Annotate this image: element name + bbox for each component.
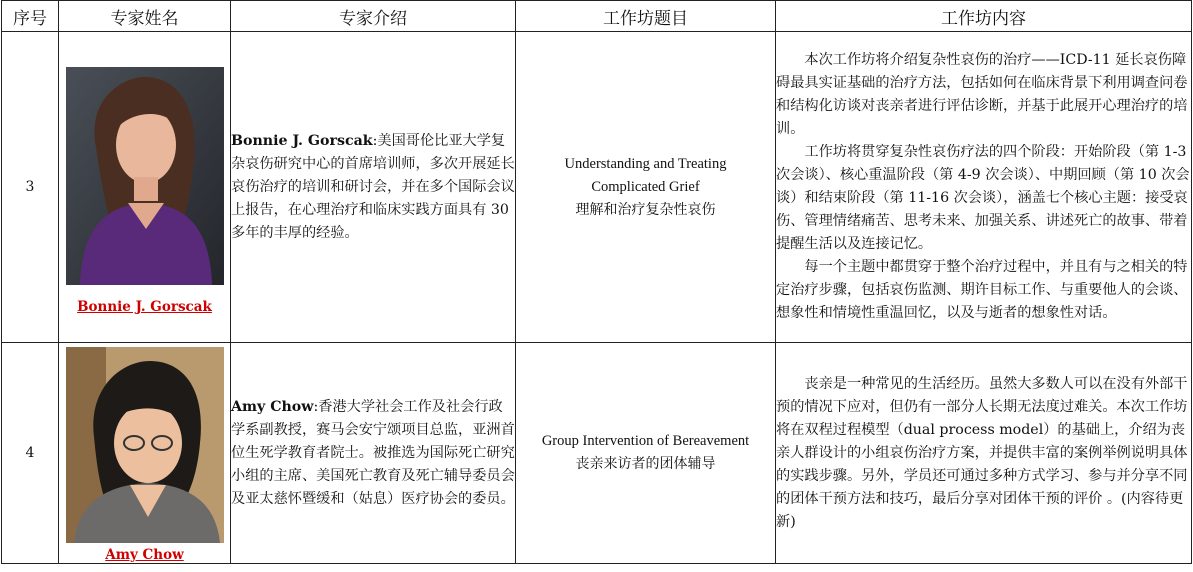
intro-text: :香港大学社会工作及社会行政学系副教授，赛马会安宁颂项目总监，亚洲首位生死学教育者院士。被推选为国际死亡研究小组的主席、美国死亡教育及死亡辅导委员会及亚太慈怀暨缓和（姑息）医疗协会的委员。 — [231, 398, 515, 507]
table-header-row — [2, 1, 1192, 32]
content-paragraph: 丧亲是一种常见的生活经历。虽然大多数人可以在没有外部干预的情况下应对，但仍有一部分人长期无法度过难关。本次工作坊将在双程过程模型（dual process model）的基础上，介绍为丧亲人群设计的小组哀伤治疗方案，并提供丰富的案例举例说明具体的实践步骤。另外，学员还可通过多种方式学习、参与并分享不同的团体干预方法和技巧，最后分享对团体干预的评价 。(内容待更新) — [776, 375, 1188, 530]
expert-cell — [59, 343, 231, 564]
workshop-title-cn: 理解和治疗复杂性哀伤 — [575, 201, 716, 218]
workshop-title — [516, 343, 776, 564]
expert-photo — [66, 347, 224, 543]
workshop-content — [776, 343, 1192, 564]
workshop-table — [1, 0, 1192, 564]
expert-cell — [59, 32, 231, 343]
header-expert-name: 专家姓名 — [59, 1, 231, 32]
table-row — [2, 32, 1192, 343]
workshop-title-en-2: Complicated Grief — [591, 178, 700, 195]
content-paragraph: 工作坊将贯穿复杂性哀伤疗法的四个阶段：开始阶段（第 1-3 次会谈）、核心重温阶段（第 4-9 次会谈）、中期回顾（第 10 次会谈）和结束阶段（第 11-16 次会谈），涵盖七个核心主题：接受哀伤、管理情绪痛苦、思考未来、加强关系、讲述死亡的故事、带着提醒生活以及连接记忆。 — [776, 144, 1190, 252]
content-paragraph: 本次工作坊将介绍复杂性哀伤的治疗——ICD-11 延长哀伤障碍最具实证基础的治疗方法，包括如何在临床背景下利用调查问卷和结构化访谈对丧亲者进行评估诊断，并基于此展开心理治疗的培训。 — [776, 52, 1188, 137]
workshop-title — [516, 32, 776, 343]
content-paragraph: 每一个主题中都贯穿于整个治疗过程中，并且有与之相关的特定治疗步骤，包括哀伤监测、期许目标工作、与重要他人的会谈、想象性和情境性重温回忆，以及与逝者的想象性对话。 — [776, 259, 1188, 321]
workshop-title-cn: 丧亲来访者的团体辅导 — [575, 456, 716, 472]
expert-name-link[interactable]: Amy Chow — [105, 547, 184, 563]
intro-name: Bonnie J. Gorscak — [231, 132, 373, 149]
workshop-content — [776, 32, 1192, 343]
header-expert-intro: 专家介绍 — [231, 1, 516, 32]
row-number: 4 — [2, 343, 59, 564]
table-row — [2, 343, 1192, 564]
expert-intro — [231, 32, 516, 343]
expert-photo — [66, 67, 224, 285]
workshop-title-en-1: Understanding and Treating — [564, 155, 727, 172]
intro-name: Amy Chow — [231, 398, 314, 415]
header-workshop-title: 工作坊题目 — [516, 1, 776, 32]
intro-text: :美国哥伦比亚大学复杂哀伤研究中心的首席培训师，多次开展延长哀伤治疗的培训和研讨会，并在多个国际会议上报告，在心理治疗和临床实践方面具有 30 多年的丰厚的经验。 — [231, 132, 515, 241]
header-workshop-content: 工作坊内容 — [776, 1, 1192, 32]
header-number: 序号 — [2, 1, 59, 32]
expert-name-link[interactable]: Bonnie J. Gorscak — [77, 299, 212, 315]
expert-intro — [231, 343, 516, 564]
row-number: 3 — [2, 32, 59, 343]
workshop-title-en-1: Group Intervention of Bereavement — [541, 433, 750, 449]
